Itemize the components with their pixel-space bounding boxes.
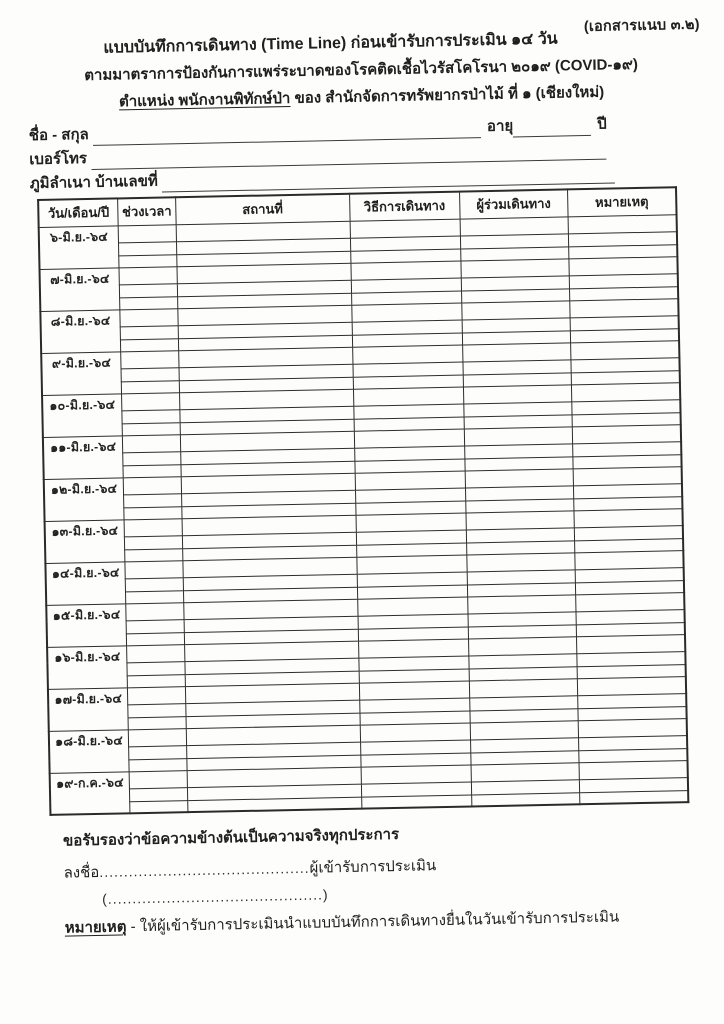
age-label: อายุ (486, 117, 514, 136)
date-cell: ๖-มิ.ย.-๖๔ (39, 225, 120, 269)
entry-cell (120, 283, 178, 297)
entry-cell (128, 703, 186, 717)
entry-cell (471, 792, 580, 806)
position-underlined: ตำแหน่ง พนักงานพิทักษ์ป่า (118, 89, 291, 111)
date-cell: ๑๑-มิ.ย.-๖๔ (43, 435, 124, 479)
entry-cell (580, 790, 689, 804)
sign-role: ผู้เข้ารับการประเมิน (309, 857, 437, 877)
entry-cell (122, 409, 180, 423)
certification-text: ขอรับรองว่าข้อความข้างต้นเป็นความจริงทุกประการ (62, 825, 400, 850)
date-cell: ๘-มิ.ย.-๖๔ (40, 309, 121, 353)
entry-cell (470, 720, 579, 739)
date-cell: ๑๒-มิ.ย.-๖๔ (44, 477, 125, 521)
entry-cell (577, 634, 686, 653)
note-text: - ให้ผู้เข้ารับการประเมินนำแบบบันทึกการเดินทางยื่นในวันเข้ารับการประเมิน (126, 908, 620, 936)
date-cell: ๑๕-มิ.ย.-๖๔ (46, 603, 127, 647)
date-cell: ๙-มิ.ย.-๖๔ (41, 351, 122, 395)
entry-cell (569, 256, 678, 275)
entry-cell (358, 597, 468, 616)
entry-cell (130, 800, 188, 813)
entry-cell (570, 298, 679, 317)
entry-cell (579, 760, 688, 779)
entry-cell (125, 535, 183, 549)
entry-cell (466, 552, 575, 571)
name-label: ชื่อ - สกุล (28, 126, 89, 145)
entry-cell (464, 426, 573, 445)
entry-cell (126, 602, 184, 620)
scanned-form-sheet (27, 11, 712, 942)
column-header: วิธีการเดินทาง (349, 192, 459, 221)
date-cell: ๑๖-มิ.ย.-๖๔ (47, 645, 128, 689)
entry-cell (129, 770, 187, 788)
entry-cell (471, 762, 580, 781)
entry-cell (361, 794, 471, 808)
entry-cell (124, 493, 182, 507)
date-cell: ๑๐-มิ.ย.-๖๔ (42, 393, 123, 437)
address-label: ภูมิลำเนา บ้านเลขที่ (29, 172, 158, 193)
entry-cell (124, 518, 182, 536)
entry-cell (463, 384, 572, 403)
date-cell: ๑๗-มิ.ย.-๖๔ (48, 687, 129, 731)
timeline-table (37, 186, 689, 816)
entry-cell (574, 508, 683, 527)
entry-cell (129, 728, 187, 746)
age-unit-label: ปี (597, 115, 607, 133)
entry-cell (350, 219, 460, 238)
entry-cell (123, 451, 181, 465)
column-header: หมายเหตุ (568, 187, 677, 216)
entry-cell (127, 661, 185, 675)
table-body (39, 214, 689, 815)
entry-cell (128, 686, 186, 704)
entry-cell (120, 308, 178, 326)
form-subtitle: ตามมาตราการป้องกันการแพร่ระบาดของโรคติดเชื้อไวรัสโคโรนา ๒๐๑๙ (COVID-๑๙) (84, 55, 639, 85)
date-cell: ๗-มิ.ย.-๖๔ (40, 267, 121, 311)
signature-name-line: (............................................) (101, 886, 329, 907)
entry-cell (572, 424, 681, 443)
form-fields (29, 110, 697, 195)
entry-cell (469, 678, 578, 697)
entry-cell (121, 350, 179, 368)
form-footer (63, 816, 712, 942)
entry-cell (359, 680, 469, 699)
position-rest: ของ สำนักจัดการทรัพยากรป่าไม้ ที่ ๑ (เชียงใหม่) (290, 83, 605, 107)
entry-cell (187, 797, 361, 812)
column-header: ช่วงเวลา (118, 197, 176, 225)
entry-cell (575, 550, 684, 569)
date-cell: ๑๙-ก.ค.-๖๔ (50, 771, 131, 815)
entry-cell (123, 476, 181, 494)
entry-cell (577, 676, 686, 695)
column-header: ผู้ร่วมเดินทาง (459, 189, 568, 218)
entry-cell (466, 510, 575, 529)
entry-cell (119, 266, 177, 284)
phone-label: เบอร์โทร (29, 150, 88, 169)
entry-cell (121, 367, 179, 381)
entry-cell (129, 745, 187, 759)
column-header: สถานที่ (175, 194, 350, 224)
entry-cell (460, 258, 569, 277)
entry-cell (576, 592, 685, 611)
column-header: วัน/เดือน/ปี (38, 198, 118, 227)
entry-cell (127, 644, 185, 662)
entry-cell (571, 382, 680, 401)
entry-cell (461, 300, 570, 319)
form-title: แบบบันทึกการเดินทาง (Time Line) ก่อนเข้ารับการประเมิน ๑๔ วัน (103, 30, 558, 57)
entry-cell (126, 619, 184, 633)
date-cell: ๑๔-มิ.ย.-๖๔ (45, 561, 126, 605)
age-input-line (513, 118, 591, 137)
entry-cell (130, 787, 188, 801)
entry-cell (571, 340, 680, 359)
entry-cell (125, 560, 183, 578)
entry-cell (356, 513, 466, 532)
entry-cell (460, 216, 569, 235)
entry-cell (467, 594, 576, 613)
note-label: หมายเหตุ (64, 918, 127, 937)
entry-cell (573, 466, 682, 485)
attachment-tag: (เอกสารแนบ ๓.๒) (583, 16, 700, 36)
entry-cell (120, 325, 178, 339)
entry-cell (568, 214, 677, 233)
date-cell: ๑๘-มิ.ย.-๖๔ (49, 729, 130, 773)
entry-cell (123, 434, 181, 452)
entry-cell (578, 718, 687, 737)
sign-dotted-line: ........................................... (99, 859, 310, 880)
entry-cell (462, 342, 571, 361)
entry-cell (119, 241, 177, 255)
entry-cell (125, 577, 183, 591)
entry-cell (122, 392, 180, 410)
entry-cell (468, 636, 577, 655)
entry-cell (118, 224, 176, 242)
date-cell: ๑๓-มิ.ย.-๖๔ (45, 519, 126, 563)
sign-label: ลงชื่อ (63, 863, 100, 882)
entry-cell (465, 468, 574, 487)
